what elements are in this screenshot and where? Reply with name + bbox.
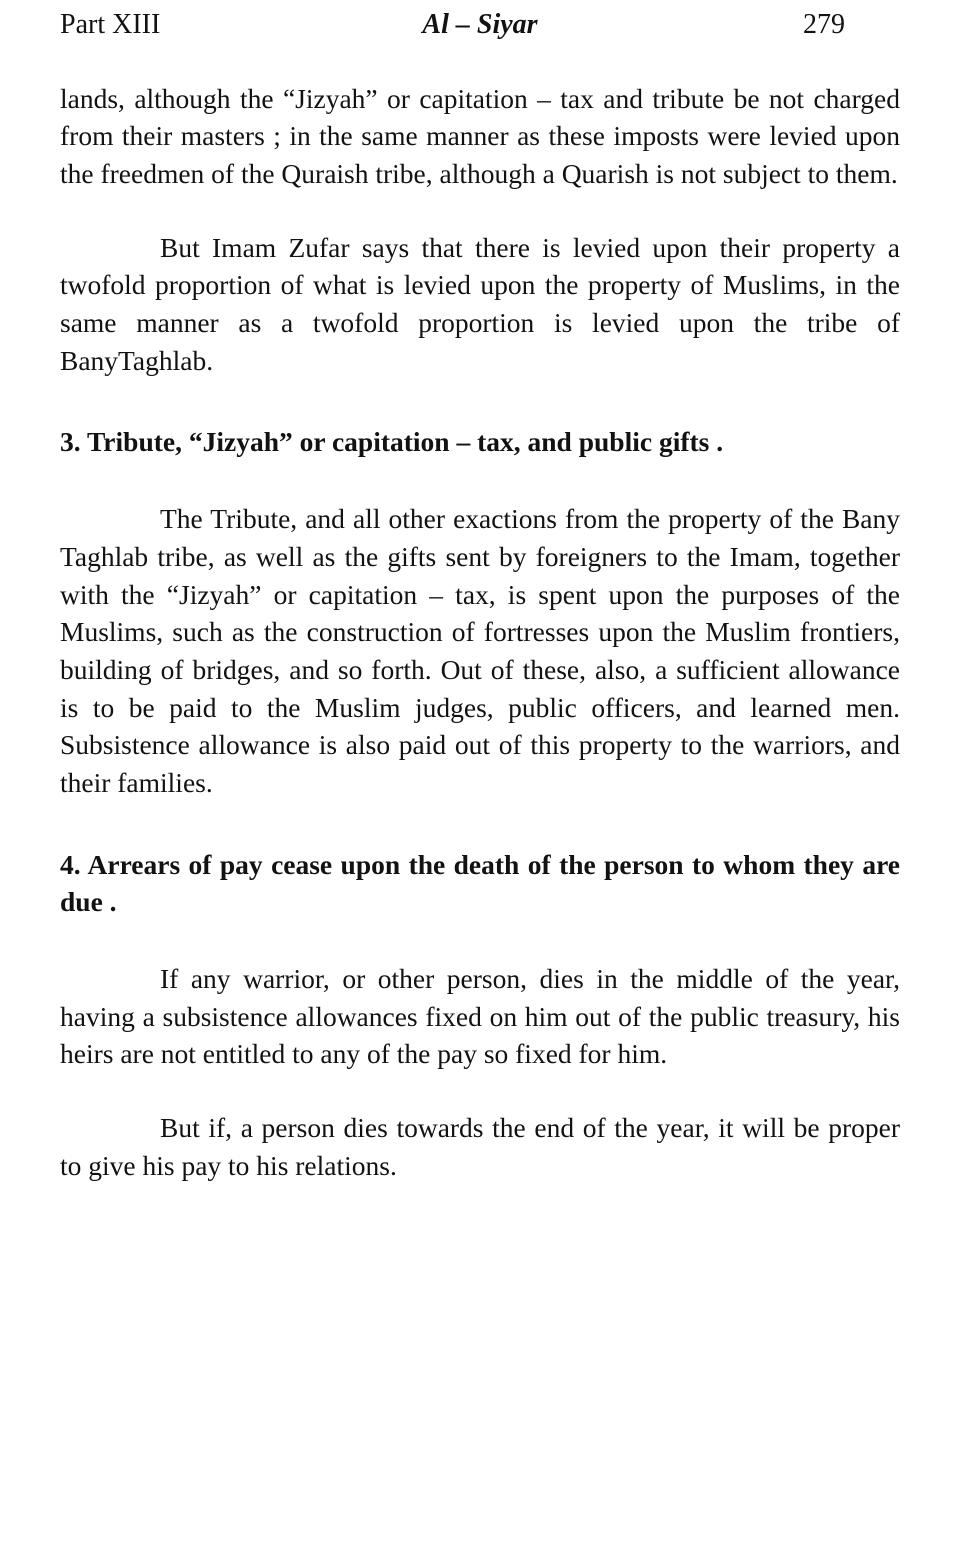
- paragraph: If any warrior, or other person, dies in the middle of the year, having a subsistence allowances fixed on him out of the public treasury, his heirs are not entitled to any of the pay so fixed for him.: [60, 963, 900, 1070]
- page-header: [60, 8, 900, 42]
- header-page-number: 279: [803, 9, 845, 40]
- paragraph-continuation: lands, although the “Jizyah” or capitation – tax and tribute be not charged from their masters ; in the same manner as these imposts were levied upon the freedmen of the Quraish tribe, although a Quarish is not subject to them.: [60, 82, 900, 189]
- paragraph: But if, a person dies towards the end of the year, it will be proper to give his pay to his relations.: [60, 1112, 900, 1181]
- section-heading-3: 3. Tribute, “Jizyah” or capitation – tax, and public gifts .: [60, 426, 724, 458]
- paragraph: The Tribute, and all other exactions from the property of the Bany Taghlab tribe, as well as the gifts sent by foreigners to the Imam, together with the “Jizyah” or capitation – tax, is spent upon the purposes of the Muslims, such as the construction of fortresses upon the Muslim frontiers, building of bridges, and so forth. Out of these, also, a sufficient allowance is to be paid to the Muslim judges, public officers, and learned men. Subsistence allowance is also paid out of this property to the warriors, and their families.: [60, 503, 900, 799]
- section-heading-4: 4. Arrears of pay cease upon the death of the person to whom they are due .: [60, 848, 900, 917]
- header-book-title: Al – Siyar: [422, 9, 538, 40]
- header-part-label: Part XIII: [60, 9, 161, 40]
- paragraph: But Imam Zufar says that there is levied upon their property a twofold proportion of what is levied upon the property of Muslims, in the same manner as a twofold proportion is levied upon the tribe of BanyTaghlab.: [60, 231, 900, 376]
